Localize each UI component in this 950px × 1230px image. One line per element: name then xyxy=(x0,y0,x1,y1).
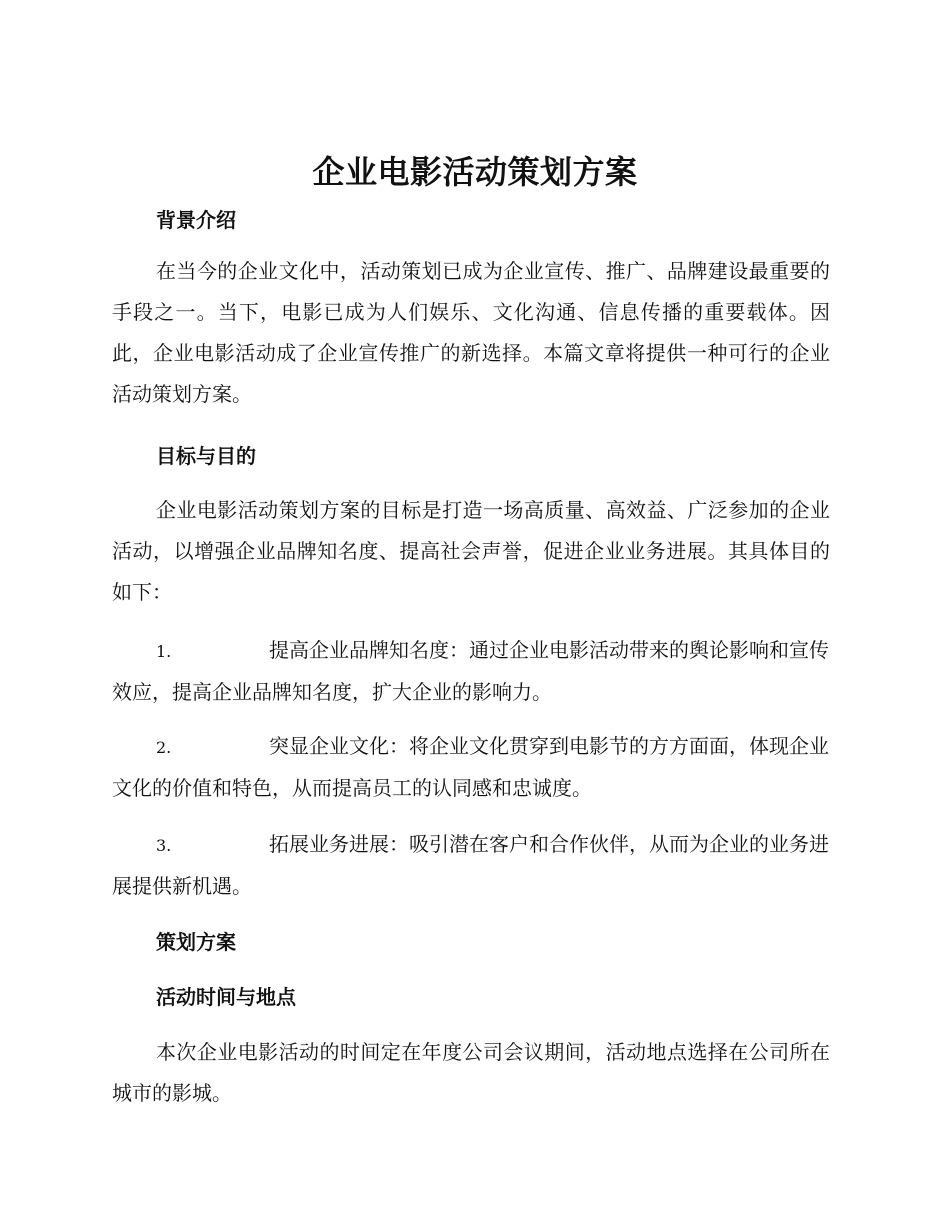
list-number: 2. xyxy=(156,738,172,757)
paragraph-background: 在当今的企业文化中，活动策划已成为企业宣传、推广、品牌建设最重要的手段之一。当下，电影已成为人们娱乐、文化沟通、信息传播的重要载体。因此，企业电影活动成了企业宣传推广的新选择。本篇文章将提供一种可行的企业活动策划方案。 xyxy=(112,259,830,406)
list-item-goal-3 xyxy=(112,824,830,907)
heading-background: 背景介绍 xyxy=(156,208,236,232)
list-item-goal-1 xyxy=(112,630,830,713)
list-item-text: 突显企业文化：将企业文化贯穿到电影节的方方面面，体现企业文化的价值和特色，从而提高员工的认同感和忠诚度。 xyxy=(112,734,829,800)
list-number: 1. xyxy=(156,642,172,661)
heading-time-place: 活动时间与地点 xyxy=(156,985,296,1009)
list-number: 3. xyxy=(156,836,172,855)
heading-goals: 目标与目的 xyxy=(156,444,256,468)
list-item-text: 提高企业品牌知名度：通过企业电影活动带来的舆论影响和宣传效应，提高企业品牌知名度，扩大企业的影响力。 xyxy=(112,638,829,704)
document-title: 企业电影活动策划方案 xyxy=(312,153,638,191)
list-item-goal-2 xyxy=(112,726,830,809)
paragraph-time-place: 本次企业电影活动的时间定在年度公司会议期间，活动地点选择在公司所在城市的影城。 xyxy=(112,1040,830,1105)
paragraph-goals: 企业电影活动策划方案的目标是打造一场高质量、高效益、广泛参加的企业活动，以增强企业品牌知名度、提高社会声誉，促进企业业务进展。其具体目的如下： xyxy=(112,498,830,604)
heading-plan: 策划方案 xyxy=(156,930,236,954)
list-item-text: 拓展业务进展：吸引潜在客户和合作伙伴，从而为企业的业务进展提供新机遇。 xyxy=(112,832,829,898)
